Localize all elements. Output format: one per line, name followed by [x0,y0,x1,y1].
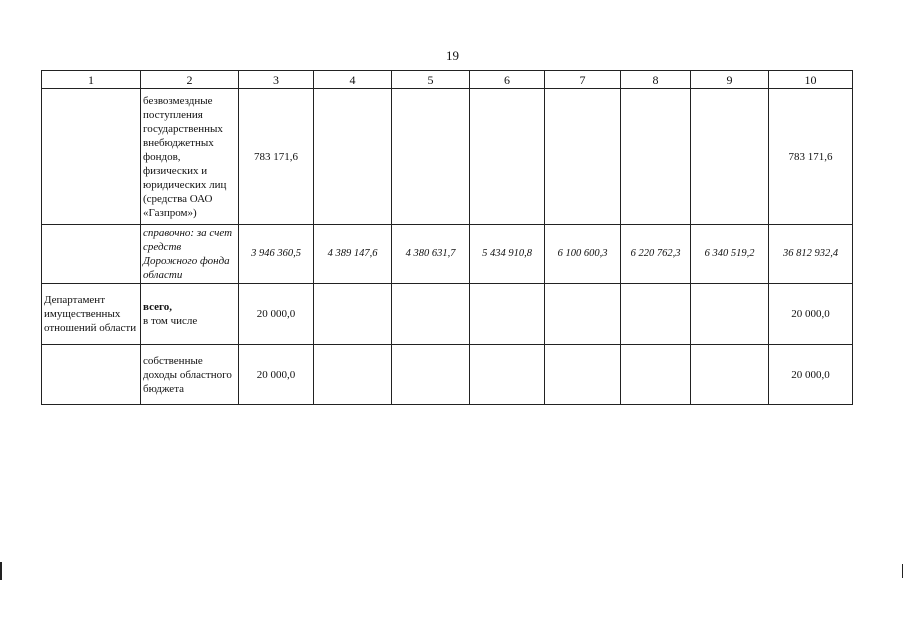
value-cell [392,284,470,345]
column-header: 8 [621,71,691,89]
value-cell: 6 220 762,3 [621,225,691,284]
total-cell: 20 000,0 [769,284,853,345]
scan-margin-mark-right [902,564,903,578]
column-header: 7 [545,71,621,89]
value-cell [545,345,621,405]
funding-source-cell: справочно: за счет средств Дорожного фонда области [141,225,239,284]
value-cell: 20 000,0 [239,345,314,405]
value-cell [621,345,691,405]
value-cell: 4 380 631,7 [392,225,470,284]
value-cell [470,284,545,345]
column-header: 6 [470,71,545,89]
value-cell [545,89,621,225]
value-cell: 6 340 519,2 [691,225,769,284]
value-cell [545,284,621,345]
value-cell [691,89,769,225]
column-header: 5 [392,71,470,89]
column-header: 10 [769,71,853,89]
organization-cell [42,89,141,225]
scan-margin-mark-left [0,562,2,580]
table-row [42,89,853,225]
value-cell: 3 946 360,5 [239,225,314,284]
value-cell [691,345,769,405]
value-cell [470,345,545,405]
value-cell [314,284,392,345]
value-cell: 5 434 910,8 [470,225,545,284]
value-cell [314,89,392,225]
including-label: в том числе [143,315,198,327]
value-cell: 4 389 147,6 [314,225,392,284]
value-cell [691,284,769,345]
total-label: всего, [143,301,172,313]
organization-cell [42,225,141,284]
total-cell: 783 171,6 [769,89,853,225]
column-header: 1 [42,71,141,89]
value-cell [621,89,691,225]
budget-table [41,70,853,405]
funding-source-cell [141,284,239,345]
table-header-row [42,71,853,89]
value-cell: 20 000,0 [239,284,314,345]
funding-source-cell: собственные доходы областного бюджета [141,345,239,405]
value-cell [621,284,691,345]
organization-cell: Департамент имущественных отношений области [42,284,141,345]
value-cell [392,345,470,405]
organization-cell [42,345,141,405]
column-header: 3 [239,71,314,89]
value-cell [392,89,470,225]
table-row [42,225,853,284]
value-cell: 783 171,6 [239,89,314,225]
column-header: 4 [314,71,392,89]
table-row [42,284,853,345]
funding-source-cell: безвозмездные поступления государственных внебюджетных фондов, физических и юридических лиц (средства ОАО «Газпром») [141,89,239,225]
total-cell: 20 000,0 [769,345,853,405]
column-header: 9 [691,71,769,89]
value-cell [470,89,545,225]
value-cell: 6 100 600,3 [545,225,621,284]
table-row [42,345,853,405]
total-cell: 36 812 932,4 [769,225,853,284]
page-number: 19 [446,48,459,63]
value-cell [314,345,392,405]
column-header: 2 [141,71,239,89]
